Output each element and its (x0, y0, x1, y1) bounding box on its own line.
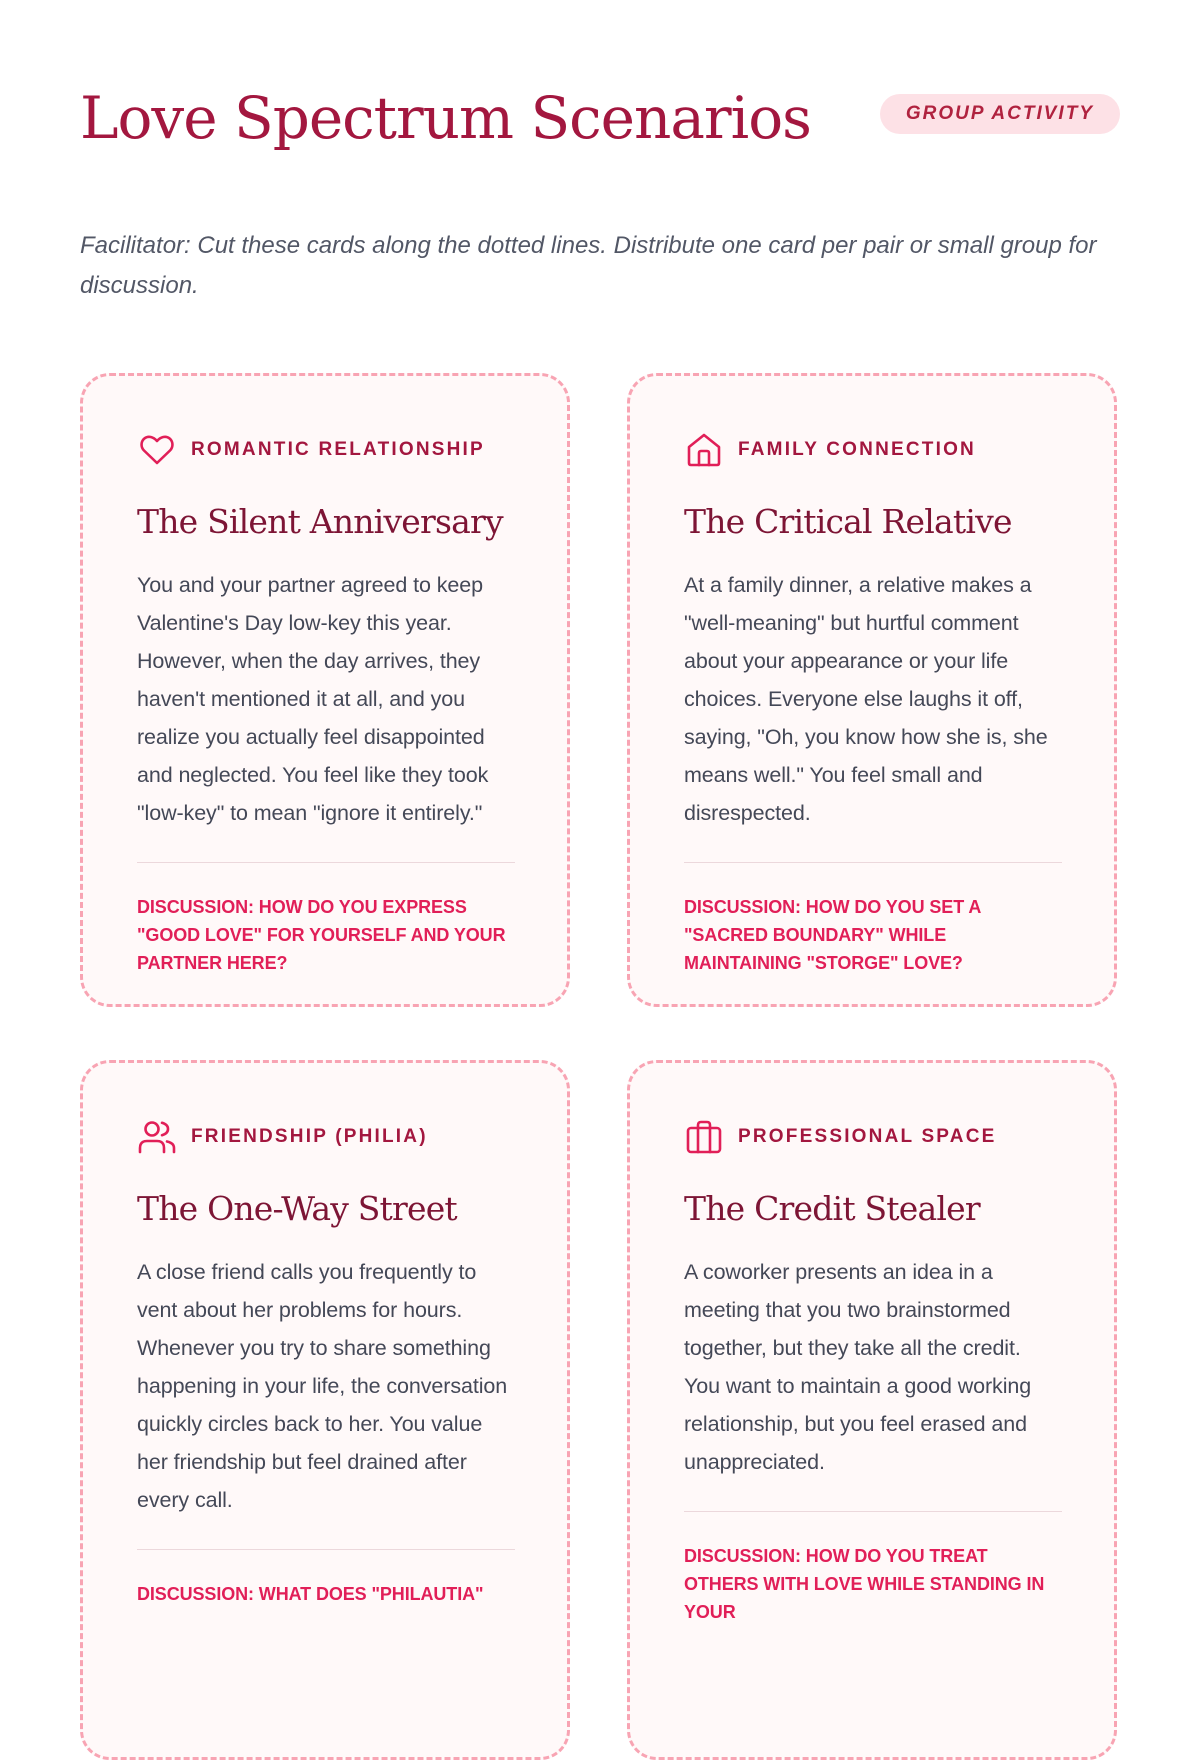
scenario-card-friendship (80, 1060, 570, 1760)
card-divider (137, 862, 515, 863)
card-category-row (684, 430, 1062, 470)
card-category-row (137, 1117, 515, 1157)
card-category-label: PROFESSIONAL SPACE (738, 1126, 997, 1147)
card-title: The Silent Anniversary (137, 502, 503, 541)
card-discussion-prompt: DISCUSSION: HOW DO YOU TREAT OTHERS WITH LOVE WHILE STANDING IN YOUR (684, 1546, 1045, 1622)
page-header (80, 80, 1120, 160)
card-body: A coworker presents an idea in a meeting that you two brainstormed together, but they take all the credit. You want to maintain a good working relationship, but you feel erased and unappreciated. (684, 1260, 1032, 1474)
heart-icon (137, 430, 177, 470)
card-divider (684, 862, 1062, 863)
card-body: At a family dinner, a relative makes a "well-meaning" but hurtful comment about your appearance or your life choices. Everyone else laughs it off, saying, "Oh, you know how she is, she means well." You feel small and disrespected. (684, 573, 1048, 825)
card-discussion-prompt: DISCUSSION: HOW DO YOU EXPRESS "GOOD LOVE" FOR YOURSELF AND YOUR PARTNER HERE? (137, 897, 506, 973)
scenario-card-professional (627, 1060, 1117, 1760)
facilitator-instructions: Facilitator: Cut these cards along the dotted lines. Distribute one card per pair or small group for discussion. (80, 232, 1097, 299)
page-title: Love Spectrum Scenarios (80, 84, 811, 152)
scenario-card-romantic (80, 373, 570, 1007)
card-divider (684, 1511, 1062, 1512)
card-title: The One-Way Street (137, 1189, 457, 1228)
card-category-label: FAMILY CONNECTION (738, 439, 976, 460)
card-category-label: ROMANTIC RELATIONSHIP (191, 439, 485, 460)
card-category-row (684, 1117, 1062, 1157)
home-icon (684, 430, 724, 470)
card-body: You and your partner agreed to keep Valentine's Day low-key this year. However, when the day arrives, they haven't mentioned it at all, and you realize you actually feel disappointed and neglected. You feel like they took "low-key" to mean "ignore it entirely." (137, 573, 489, 825)
card-discussion-prompt: DISCUSSION: WHAT DOES "PHILAUTIA" (137, 1584, 484, 1604)
card-title: The Credit Stealer (684, 1189, 980, 1228)
card-body: A close friend calls you frequently to vent about her problems for hours. Whenever you try to share something happening in your life, the conversation quickly circles back to her. You value her friendship but feel drained after every call. (137, 1260, 508, 1512)
card-category-label: FRIENDSHIP (PHILIA) (191, 1126, 428, 1147)
card-title: The Critical Relative (684, 502, 1012, 541)
card-category-row (137, 430, 515, 470)
briefcase-icon (684, 1117, 724, 1157)
card-divider (137, 1549, 515, 1550)
users-icon (137, 1117, 177, 1157)
card-discussion-prompt: DISCUSSION: HOW DO YOU SET A "SACRED BOUNDARY" WHILE MAINTAINING "STORGE" LOVE? (684, 897, 981, 973)
scenario-card-family (627, 373, 1117, 1007)
group-activity-badge: GROUP ACTIVITY (880, 94, 1120, 134)
